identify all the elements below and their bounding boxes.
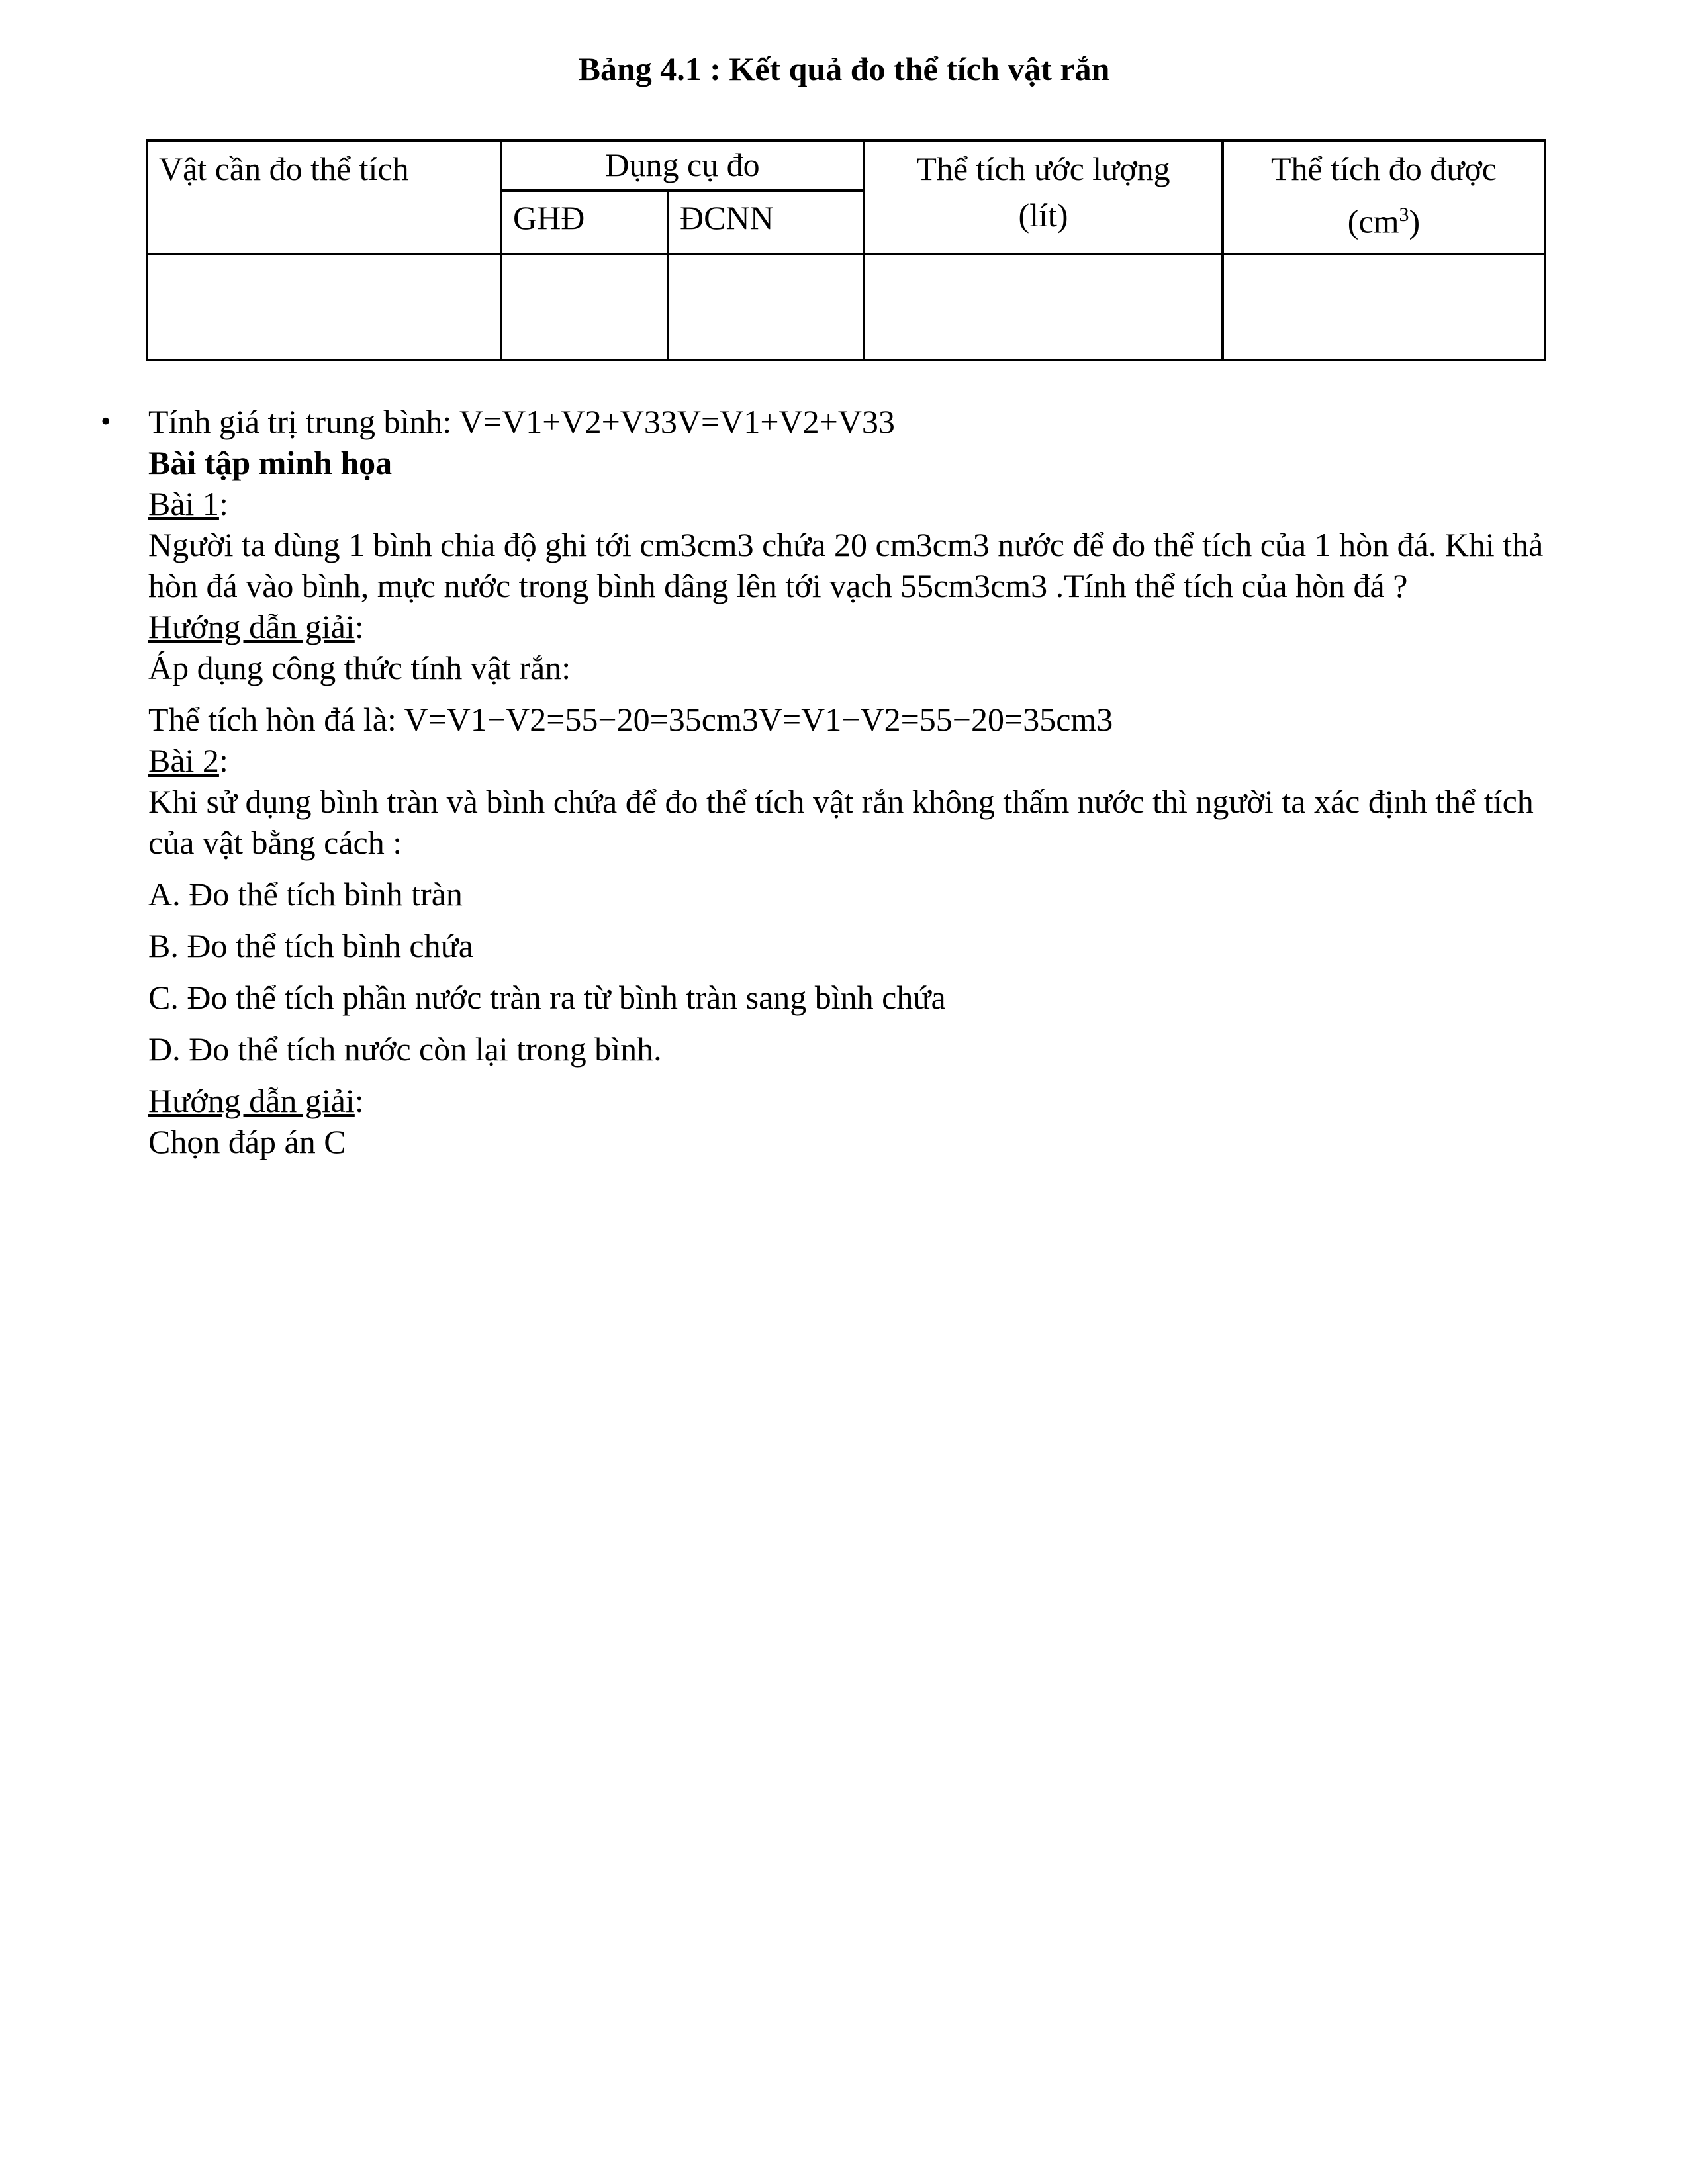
exercise-2-text: Khi sử dụng bình tràn và bình chứa để đo thể tích vật rắn không thấm nước thì người ta xác định thể tích của vật bằng cách :	[148, 783, 1534, 861]
option-a: A. Đo thể tích bình tràn	[148, 876, 463, 913]
average-formula: • Tính giá trị trung bình: V=V1+V2+V33V=V1+V2+V33	[148, 401, 1571, 442]
exercise-1-guide-line: Áp dụng công thức tính vật rắn:	[148, 649, 571, 686]
table-row	[147, 254, 1545, 360]
option-c: C. Đo thể tích phần nước tràn ra từ bình tràn sang bình chứa	[148, 979, 946, 1016]
option-d: D. Đo thể tích nước còn lại trong bình.	[148, 1030, 662, 1068]
exercise-1-guide-line: Thể tích hòn đá là: V=V1−V2=55−20=35cm3V=V1−V2=55−20=35cm3	[148, 701, 1113, 738]
cell-empty	[1223, 254, 1545, 360]
guide-label: Hướng dẫn giải:	[148, 1082, 364, 1119]
examples-heading: Bài tập minh họa	[148, 444, 393, 481]
cell-empty	[668, 254, 864, 360]
results-table	[146, 139, 1546, 361]
exercise-1-label: Bài 1:	[148, 485, 228, 522]
header-object: Vật cần đo thể tích	[147, 140, 501, 254]
exercise-2-answer: Chọn đáp án C	[148, 1123, 346, 1160]
header-instrument: Dụng cụ đo	[501, 140, 864, 191]
option-b: B. Đo thể tích bình chứa	[148, 927, 473, 964]
cell-empty	[864, 254, 1223, 360]
exercise-2-label: Bài 2:	[148, 742, 228, 779]
table-title: Bảng 4.1 : Kết quả đo thể tích vật rắn	[578, 50, 1110, 87]
header-dcnn: ĐCNN	[668, 191, 864, 254]
header-estimate: Thể tích ước lượng (lít)	[864, 140, 1223, 254]
content-body	[101, 401, 1571, 1162]
cell-empty	[501, 254, 668, 360]
header-ghd: GHĐ	[501, 191, 668, 254]
bullet-icon: •	[101, 405, 111, 437]
header-measured: Thể tích đo được $(cm^3)$	[1223, 140, 1545, 254]
exercise-1-text: Người ta dùng 1 bình chia độ ghi tới cm3cm3 chứa 20 cm3cm3 nước để đo thể tích của 1 hòn đá. Khi thả hòn đá vào bình, mực nước trong bình dâng lên tới vạch 55cm3cm3 .Tính thể tích của hòn đá ?	[148, 526, 1544, 604]
cell-empty	[147, 254, 501, 360]
guide-label: Hướng dẫn giải:	[148, 608, 364, 645]
